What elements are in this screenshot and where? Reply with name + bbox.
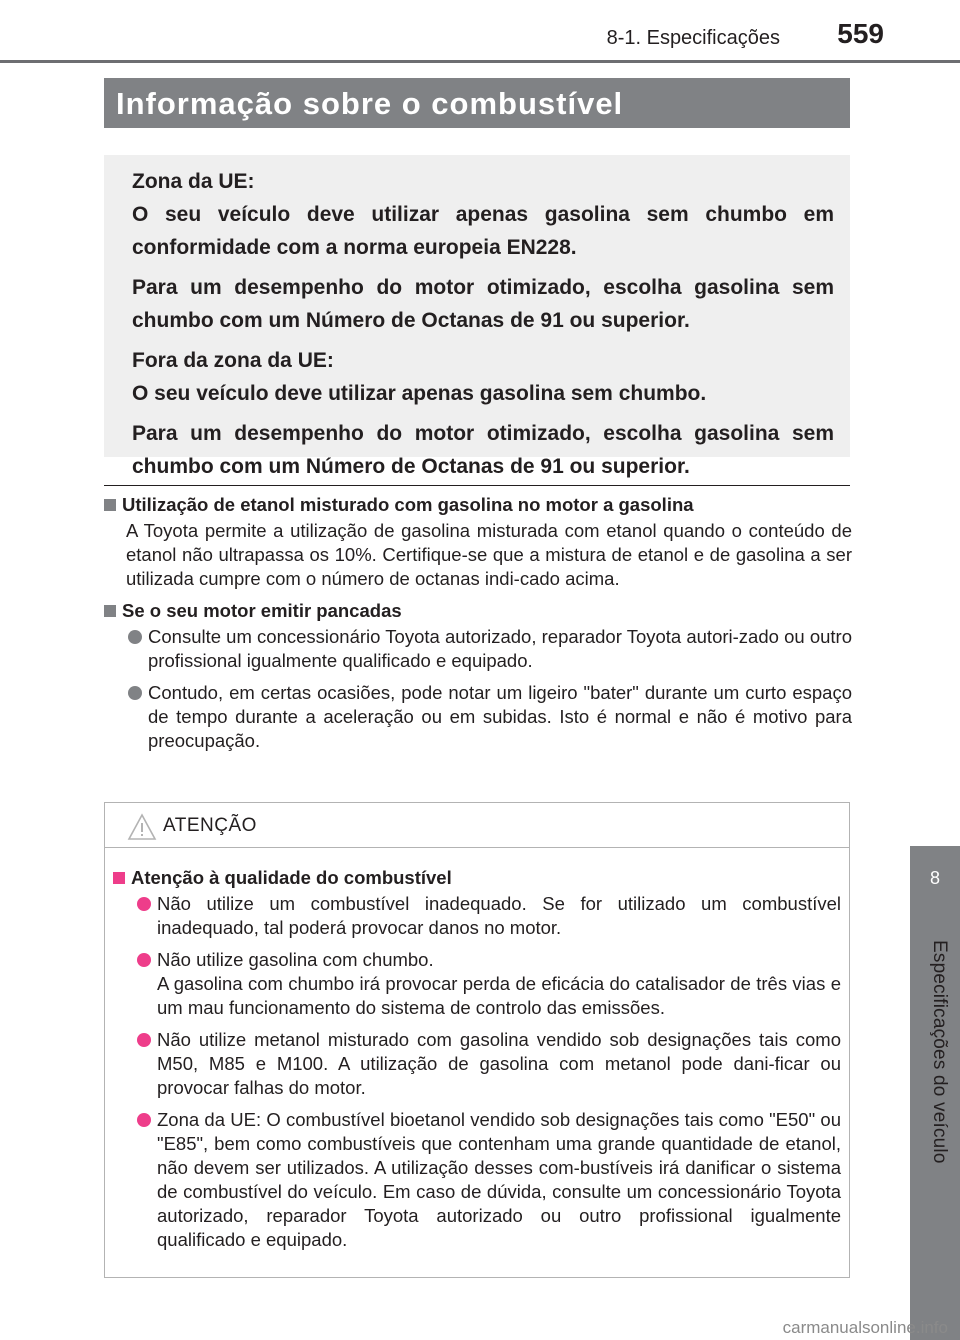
body-sections [104,493,852,761]
caution-body [105,848,849,1252]
eu-zone-text: O seu veículo deve utilizar apenas gasolina sem chumbo em conformidade com a norma europeia EN228. [132,203,834,259]
list-item [137,1108,841,1252]
eu-zone-label: Zona da UE: [132,170,255,193]
outside-eu-paragraph [132,344,834,410]
list-item [128,625,852,673]
dot-bullet-icon [128,630,142,644]
page-title: Informação sobre o combustível [116,86,624,121]
caution-header [105,803,849,848]
dot-bullet-icon [137,953,151,967]
fuel-info-box [104,155,850,478]
page-number: 559 [837,18,884,49]
list-item-text: Não utilize um combustível inadequado. Se for utilizado um combustível inadequado, tal poderá provocar danos no motor. [157,893,841,938]
title-bar [104,78,850,128]
chapter-number: 8 [929,868,940,888]
knocking-heading-text: Se o seu motor emitir pancadas [122,600,402,621]
caution-heading-text: Atenção à qualidade do combustível [131,867,452,888]
dot-bullet-icon [137,1033,151,1047]
dot-bullet-icon [137,897,151,911]
list-item-text: Consulte um concessionário Toyota autorizado, reparador Toyota autori-zado ou outro profissional igualmente qualificado e equipado. [148,626,852,671]
list-item [128,681,852,753]
section-divider [104,485,850,486]
eu-performance: Para um desempenho do motor otimizado, escolha gasolina sem chumbo com um Número de Octanas de 91 ou superior. [132,276,834,332]
dot-bullet-icon [137,1113,151,1127]
ethanol-heading [104,493,852,517]
header-rule [0,60,960,63]
square-bullet-icon [104,605,116,617]
page-header [0,0,960,62]
warning-triangle-icon [127,813,157,841]
list-item-text: Zona da UE: O combustível bioetanol vendido sob designações tais como "E50" ou "E85", bem como combustíveis que contenham uma grande quantidade de etanol, não devem ser utilizados. A utilização desses com-bustíveis irá danificar o sistema de combustível do veículo. Em caso de dúvida, consulte um concessionário Toyota autorizado, reparador Toyota autorizado ou outro profissional igualmente qualificado e equipado. [157,1109,841,1250]
ethanol-heading-text: Utilização de etanol misturado com gasolina no motor a gasolina [122,494,694,515]
caution-heading [113,866,841,890]
list-item-text: Não utilize gasolina com chumbo. [157,949,434,970]
knocking-heading [104,599,852,623]
list-item [137,892,841,940]
dot-bullet-icon [128,686,142,700]
list-item [137,1028,841,1100]
list-item [137,948,841,1020]
caution-box [104,802,850,1278]
list-item-text: Contudo, em certas ocasiões, pode notar um ligeiro "bater" durante um curto espaço de tempo durante a aceleração ou em subidas. Isto é normal e não é motivo para preocupação. [148,682,852,751]
outside-eu-label: Fora da zona da UE: [132,349,334,372]
ethanol-text: A Toyota permite a utilização de gasolina misturada com etanol quando o conteúdo de etanol não ultrapassa os 10%. Certifique-se que a mistura de etanol e de gasolina a ser utilizada cumpre com o número de octanas indi-cado acima. [126,520,852,589]
outside-eu-text: O seu veículo deve utilizar apenas gasolina sem chumbo. [132,382,707,405]
square-bullet-icon [104,499,116,511]
chapter-title: Especificações do veículo [929,940,950,1164]
watermark: carmanualsonline.info [782,1318,948,1337]
outside-performance: Para um desempenho do motor otimizado, escolha gasolina sem chumbo com um Número de Octanas de 91 ou superior. [132,422,834,478]
square-bullet-icon [113,872,125,884]
eu-zone-paragraph [132,165,834,264]
leaded-detail-text: A gasolina com chumbo irá provocar perda de eficácia do catalisador de três vias e um mau funcionamento do sistema de controlo das emissões. [157,973,841,1018]
list-item-text: Não utilize metanol misturado com gasolina vendido sob designações tais como M50, M85 e M100. A utilização de gasolina com metanol pode dani-ficar ou provocar falhas do motor. [157,1029,841,1098]
caution-title: ATENÇÃO [163,815,257,836]
section-label: 8-1. Especificações [606,27,780,49]
